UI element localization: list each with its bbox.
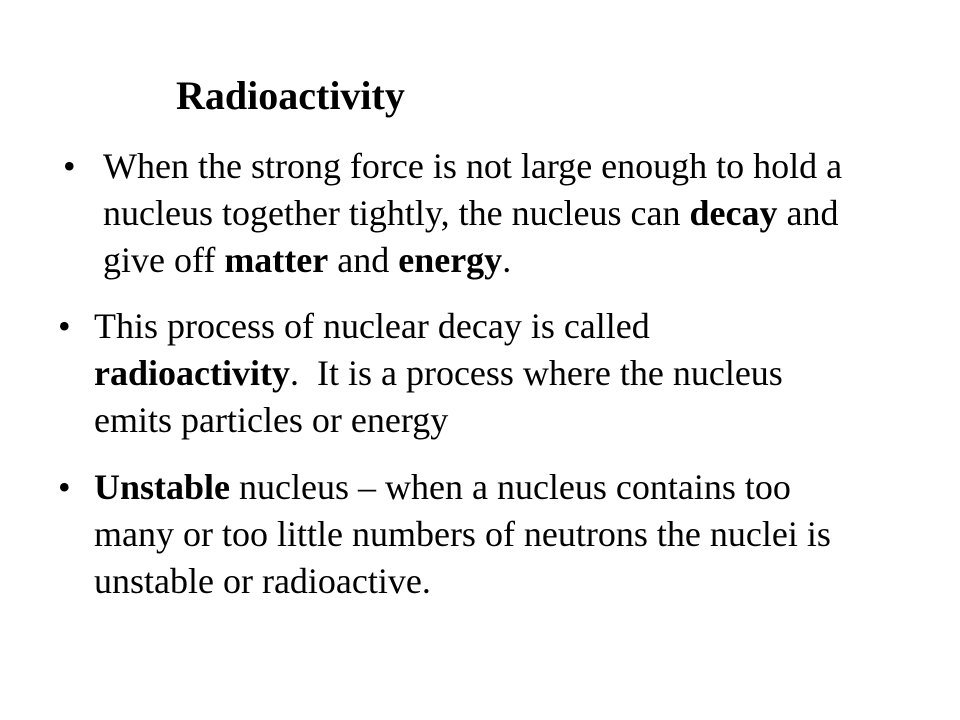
bullet-text-bold: radioactivity [94, 353, 290, 393]
bullet-text-part: When the strong force is not large enough to hold a nucleus together tightly, the nucleus can [103, 146, 843, 233]
bullet-text [103, 143, 883, 284]
bullet-item-unstable-nucleus [58, 464, 854, 605]
slide-title: Radioactivity [176, 73, 405, 118]
bullet-text-part: and give off [103, 193, 839, 280]
bullet-text-part: nucleus – when a nucleus contains too many or too little numbers of neutrons the nuclei is unstable or radioactive. [94, 467, 831, 601]
bullet-dot: • [58, 467, 71, 507]
bullet-dot: • [63, 146, 76, 186]
bullet-dot: • [58, 306, 71, 346]
bullet-text-bold: Unstable [94, 467, 231, 507]
bullet-item-radioactivity-definition [58, 303, 814, 444]
bullet-text-bold: decay [689, 193, 778, 233]
bullet-text [94, 464, 854, 605]
bullet-text-bold: matter [224, 240, 329, 280]
bullet-text-bold: energy [398, 240, 503, 280]
bullet-text [94, 303, 814, 444]
bullet-item-strong-force [63, 143, 883, 284]
bullet-text-part: . [502, 240, 512, 280]
bullet-text-part: and [328, 240, 399, 280]
bullet-text-part: This process of nuclear decay is called [94, 306, 650, 346]
bullet-text-part: . It is a process where the nucleus emits particles or energy [94, 353, 792, 440]
